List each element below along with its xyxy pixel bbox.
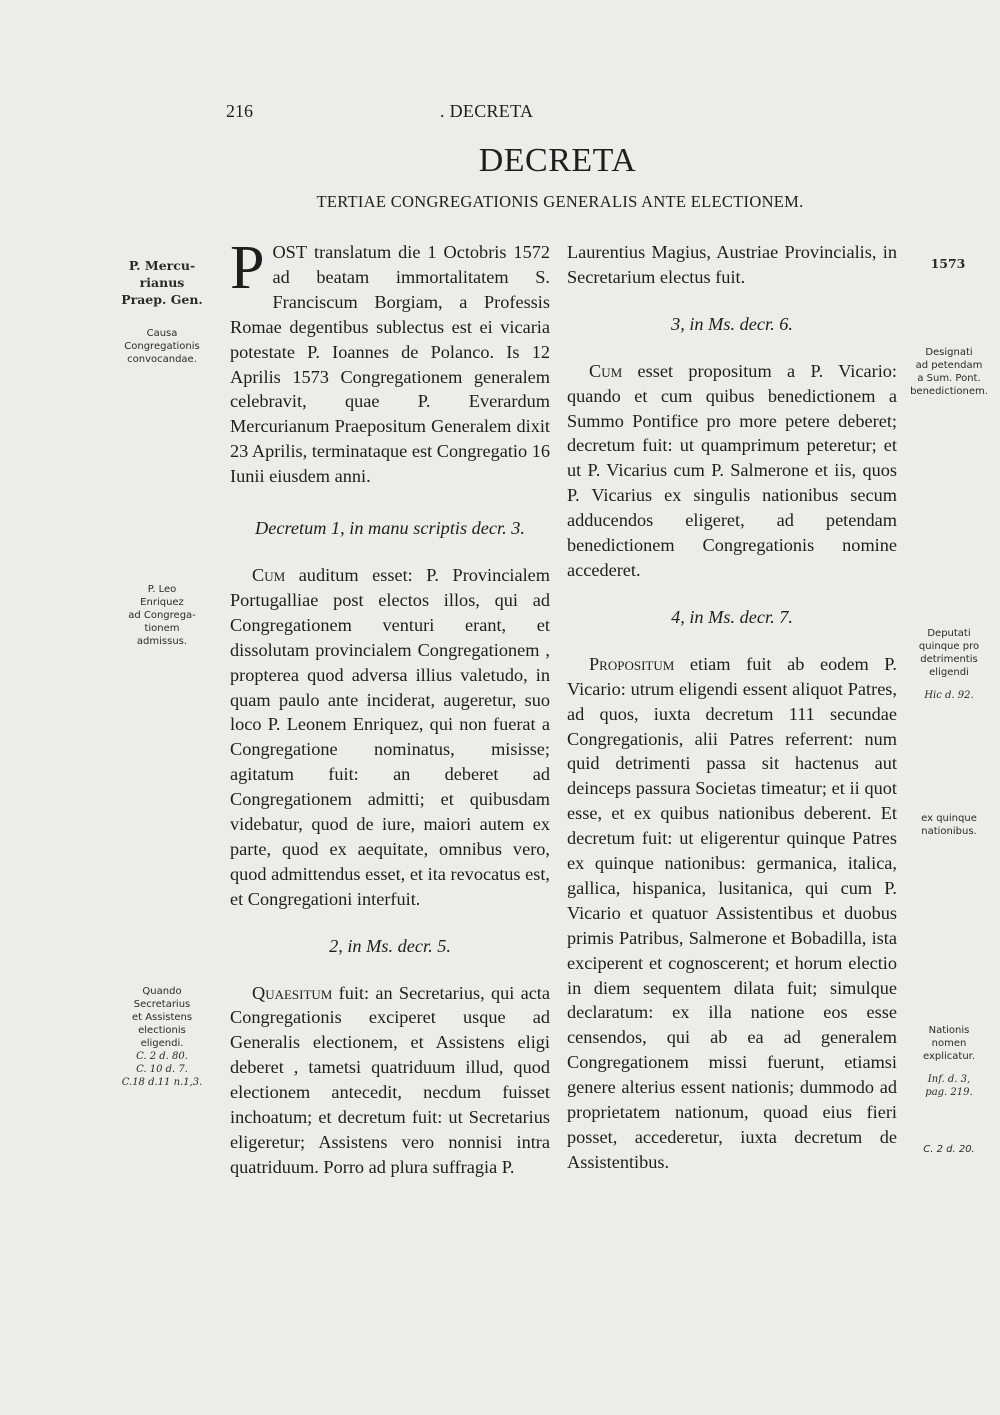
margin-note-causa: Causa Congregationis convocandae. bbox=[124, 328, 200, 365]
paragraph-decree-2: Quaesitum fuit: an Secretarius, qui acta Congregationis exciperet usque ad Generalis electionem, et Assistens eligi deberet , tametsi quatriduum illud, quod electionem antecedit, necdum fuisset inchoatum; et decretum fuit: ut Secretarius eligeretur; Assistens vero nonnisi intra quatriduum. Porro ad plura suffragia P. bbox=[230, 982, 550, 1177]
margin-note-designati: Designati ad petendam a Sum. Pont. benedictionem. bbox=[910, 347, 988, 397]
paragraph-decree-3: Cum esset propositum a P. Vicario: quando et cum quibus benedictionem a Summo Pontifice pro more petere deberet; decretum fuit: ut quamprimum peteretur; et ut P. Vicarius cum P. Salmerone et iis, quos P. Vicarius ex singulis nationibus secum adducendos eligeret, ad petendam benedictionem Congregationis nomine accederet. bbox=[567, 360, 897, 580]
margin-note-nationis: Nationis nomen explicatur. Inf. d. 3, pag. 219. bbox=[922, 1025, 976, 1098]
decree-heading-3: 3, in Ms. decr. 6. bbox=[671, 313, 793, 334]
decree-heading-4: 4, in Ms. decr. 7. bbox=[671, 606, 793, 627]
paragraph-decree-4: Propositum etiam fuit ab eodem P. Vicario: utrum eligendi essent aliquot Patres, ad quos, iuxta decretum 111 secundae Congregationis, alii Patres referrent: num quid detrimenti passa sit hactenus aut deinceps passura Societas timeatur; et ii quot esse, et ex quibus nationibus deberent. Et decretum fuit: ut eligerentur quinque Patres ex quinque nationibus: germanica, italica, gallica, hispanica, lusitanica, qui cum P. Vicario et quatuor Assistentibus et duobus primis Patribus, Salmerone et Bobadilla, ista exciperent et cognoscerent; et horum electio in diem sequentem dilata fuit; simulque declaratum: ex illa natione eos esse censendos, qui ab ea ad generalem Congregationem missi fuerunt, etiamsi genere alterius essent nationis; dummodo ad proprietatem nationum, quoad eius fieri posset, accederetur, iuxta decretum de Assistentibus. bbox=[567, 653, 897, 1172]
decree-heading-2: 2, in Ms. decr. 5. bbox=[329, 935, 451, 956]
page-number: 216 bbox=[226, 101, 253, 121]
decree-heading-1: Decretum 1, in manu scriptis decr. 3. bbox=[255, 518, 525, 539]
margin-note-quinque: ex quinque nationibus. bbox=[921, 813, 977, 837]
paragraph-intro: POST translatum die 1 Octobris 1572 ad beatam immortalitatem S. Franciscum Borgiam, a Professis Romae degentibus sublectus est ei vicaria potestate P. Ioannes de Polanco. Is 12 Aprilis 1573 Congregationem generalem celebravit, quae P. Everardum Mercurianum Praepositum Generalem dixit 23 Aprilis, terminataque est Congregatio 16 Iunii eiusdem anni. bbox=[230, 234, 550, 487]
margin-ref-c2d20: C. 2 d. 20. bbox=[923, 1144, 975, 1155]
margin-note-secretarius: Quando Secretarius et Assistens electionis eligendi. C. 2 d. 80. C. 10 d. 7. C.18 d.11 n.1,3. bbox=[121, 986, 203, 1088]
text-column-right bbox=[567, 240, 897, 1175]
margin-note-deputati: Deputati quinque pro detrimentis eligendi Hic d. 92. bbox=[918, 628, 980, 701]
margin-note-mercurianus: P. Mercu- rianus Praep. Gen. bbox=[121, 258, 203, 307]
margin-year: 1573 bbox=[930, 256, 966, 271]
text-column-left bbox=[230, 234, 550, 1180]
page-title: DECRETA bbox=[478, 142, 637, 179]
paragraph-decree-1: Cum auditum esset: P. Provincialem Portugalliae post electos illos, qui ad Congregationem venturi erant, et dissolutam provincialem Congregationem , propterea quod adversa illius valetudo, in quam paulo ante inciderat, augeretur, suo loco P. Leonem Enriquez, qui non fuerat a Congregatione nominatus, misisse; agitatum fuit: an deberet ad Congregationem admitti; et quibusdam videbatur, quod de iure, maiori autem ex parte, quod ex aequitate, omnibus vero, quod admittendus esset, et ita revocatus est, et Congregationi interfuit. bbox=[230, 564, 550, 909]
page-subtitle: TERTIAE CONGREGATIONIS GENERALIS ANTE ELECTIONEM. bbox=[316, 192, 804, 211]
margin-note-leo: P. Leo Enriquez ad Congrega- tionem admissus. bbox=[128, 584, 196, 647]
running-head: . DECRETA bbox=[440, 101, 534, 121]
paragraph-decree-2-continued: Laurentius Magius, Austriae Provincialis, in Secretarium electus fuit. bbox=[567, 242, 897, 287]
drop-cap: P bbox=[230, 234, 265, 302]
